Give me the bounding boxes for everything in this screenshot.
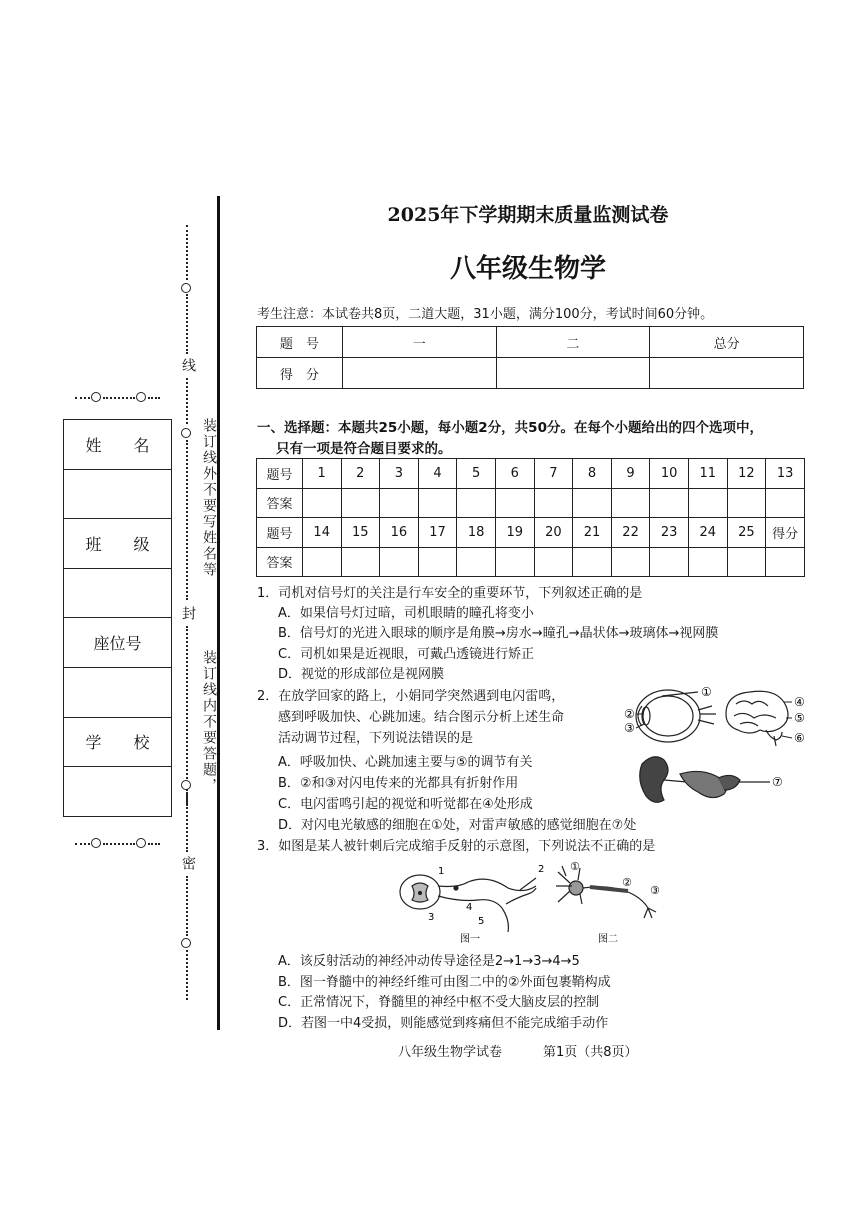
answer-cell[interactable]	[418, 488, 457, 518]
question-number-cell: 21	[573, 518, 612, 548]
question-2-stem-line2: 感到呼吸加快、心跳加速。结合图示分析上述生命	[278, 710, 565, 725]
question-number-cell: 4	[418, 459, 457, 489]
question-number-cell: 3	[380, 459, 419, 489]
question-1-option-d[interactable]: D．视觉的形成部位是视网膜	[278, 667, 445, 682]
answer-row-label: 答案	[257, 488, 303, 518]
answer-cell[interactable]	[457, 488, 496, 518]
subject-title: 八年级生物学	[449, 254, 606, 284]
binding-instruction-top: 装订线外不要写姓名等	[201, 418, 217, 578]
neuron-diagram	[556, 866, 656, 918]
answer-cell[interactable]	[380, 488, 419, 518]
answer-cell[interactable]	[302, 547, 341, 577]
score-input-cell[interactable]	[650, 358, 804, 389]
question-number-cell: 19	[495, 518, 534, 548]
answer-row-label: 题号	[257, 459, 303, 489]
question-3-option-d[interactable]: D．若图一中4受损，则能感觉到疼痛但不能完成缩手动作	[278, 1016, 609, 1031]
question-number-cell: 14	[302, 518, 341, 548]
binding-hole-icon	[91, 392, 101, 402]
question-1-option-a[interactable]: A．如果信号灯过暗，司机眼睛的瞳孔将变小	[278, 606, 534, 621]
answer-cell[interactable]	[534, 488, 573, 518]
answer-cell[interactable]	[573, 488, 612, 518]
answer-cell[interactable]	[688, 488, 727, 518]
score-total-cell[interactable]	[766, 547, 805, 577]
section1-heading: 一、选择题：本题共25小题，每小题2分，共50分。在每个小题给出的四个选项中，	[257, 420, 763, 436]
question-number-cell: 13	[766, 459, 805, 489]
question-3-option-b[interactable]: B．图一脊髓中的神经纤维可由图二中的②外面包裹鞘构成	[278, 975, 611, 990]
answer-cell[interactable]	[650, 547, 689, 577]
answer-cell[interactable]	[418, 547, 457, 577]
question-2-option-d[interactable]: D．对闪电光敏感的细胞在①处，对雷声敏感的感觉细胞在⑦处	[278, 818, 637, 833]
fig2-label: ⑥	[794, 731, 805, 745]
fig3-label: 1	[438, 866, 445, 877]
question-2-figure	[620, 684, 810, 812]
seat-field[interactable]	[64, 668, 171, 718]
answer-row-label: 答案	[257, 547, 303, 577]
question-number-cell: 9	[611, 459, 650, 489]
question-1-option-b[interactable]: B．信号灯的光进入眼球的顺序是角膜→房水→瞳孔→晶状体→玻璃体→视网膜	[278, 626, 719, 641]
answer-cell[interactable]	[380, 547, 419, 577]
answer-cell[interactable]	[495, 547, 534, 577]
fig2-label: ③	[624, 721, 635, 735]
fig2-label: ⑦	[772, 775, 783, 789]
seal-label-line: 线	[180, 358, 196, 374]
answer-cell[interactable]	[650, 488, 689, 518]
name-field[interactable]	[64, 470, 171, 520]
binding-hole-icon	[181, 780, 191, 790]
fig3-label: 2	[538, 864, 545, 875]
question-number-cell: 16	[380, 518, 419, 548]
answer-cell[interactable]	[341, 547, 380, 577]
answer-cell[interactable]	[341, 488, 380, 518]
score-input-cell[interactable]	[342, 358, 496, 389]
answer-cell[interactable]	[727, 488, 766, 518]
question-number-cell: 17	[418, 518, 457, 548]
class-field[interactable]	[64, 569, 171, 619]
binding-hole-icon	[136, 838, 146, 848]
question-number-cell: 20	[534, 518, 573, 548]
question-1-option-c[interactable]: C．司机如果是近视眼，可戴凸透镜进行矫正	[278, 647, 535, 662]
answer-cell[interactable]	[302, 488, 341, 518]
seal-label-seal: 封	[180, 606, 196, 622]
question-3-stem: 3．如图是某人被针刺后完成缩手反射的示意图，下列说法不正确的是	[257, 839, 656, 854]
question-number-cell: 6	[495, 459, 534, 489]
answer-cell[interactable]	[573, 547, 612, 577]
question-2-option-b[interactable]: B．②和③对闪电传来的光都具有折射作用	[278, 776, 519, 791]
question-number-cell: 5	[457, 459, 496, 489]
answer-cell[interactable]	[688, 547, 727, 577]
answer-cell[interactable]	[495, 488, 534, 518]
fig3-label: ①	[570, 860, 580, 873]
fig3-label: 5	[478, 916, 485, 927]
question-3-option-c[interactable]: C．正常情况下，脊髓里的神经中枢不受大脑皮层的控制	[278, 995, 600, 1010]
question-2-option-a[interactable]: A．呼吸加快、心跳加速主要与⑤的调节有关	[278, 755, 533, 770]
question-number-cell: 24	[688, 518, 727, 548]
score-table	[256, 326, 804, 389]
fig3-label: ②	[622, 876, 632, 889]
exam-notice: 考生注意：本试卷共8页，二道大题，31小题，满分100分，考试时间60分钟。	[257, 307, 714, 322]
class-label: 班 级	[64, 519, 171, 569]
footer-page-number: 第1页（共8页）	[543, 1045, 638, 1060]
question-number-cell: 1	[302, 459, 341, 489]
section1-heading-cont: 只有一项是符合题目要求的。	[276, 441, 452, 457]
student-info-box	[63, 419, 172, 817]
question-2-stem-line3: 活动调节过程，下列说法错误的是	[278, 731, 474, 746]
answer-cell[interactable]	[534, 547, 573, 577]
name-label: 姓 名	[64, 420, 171, 470]
binding-hole-icon	[91, 838, 101, 848]
fig3-label: ③	[650, 884, 660, 897]
question-number-cell: 15	[341, 518, 380, 548]
question-number-cell: 7	[534, 459, 573, 489]
score-header-cell: 总分	[650, 327, 804, 358]
answer-table	[256, 458, 805, 577]
answer-cell[interactable]	[727, 547, 766, 577]
question-number-cell: 22	[611, 518, 650, 548]
question-number-cell: 11	[688, 459, 727, 489]
answer-cell[interactable]	[611, 547, 650, 577]
question-number-cell: 18	[457, 518, 496, 548]
fig2-label: ⑤	[794, 711, 805, 725]
question-3-figure	[398, 858, 668, 946]
brain-diagram	[726, 691, 788, 746]
binding-hole-icon	[181, 283, 191, 293]
question-number-cell: 10	[650, 459, 689, 489]
score-label-cell: 得 分	[257, 358, 343, 389]
school-field[interactable]	[64, 767, 171, 816]
score-header-cell: 题 号	[257, 327, 343, 358]
answer-cell[interactable]	[611, 488, 650, 518]
question-number-cell: 2	[341, 459, 380, 489]
question-number-cell: 25	[727, 518, 766, 548]
score-header-cell: 一	[342, 327, 496, 358]
ear-diagram	[640, 757, 770, 802]
question-1-stem: 1．司机对信号灯的关注是行车安全的重要环节，下列叙述正确的是	[257, 586, 643, 601]
score-total-label: 得分	[766, 518, 805, 548]
school-label: 学 校	[64, 718, 171, 768]
binding-instruction-bottom: 装订线内不要答题，	[201, 650, 217, 794]
fig2-label: ④	[794, 695, 805, 709]
question-number-cell: 12	[727, 459, 766, 489]
question-2-stem-line1: 2．在放学回家的路上，小娟同学突然遇到电闪雷鸣，	[257, 689, 565, 704]
exam-title: 2025年下学期期末质量监测试卷	[387, 204, 669, 226]
seat-label: 座位号	[64, 618, 171, 668]
question-3-option-a[interactable]: A．该反射活动的神经冲动传导途径是2→1→3→4→5	[278, 954, 580, 969]
question-number-cell: 8	[573, 459, 612, 489]
fig3-label: 3	[428, 912, 435, 923]
question-number-cell: 23	[650, 518, 689, 548]
score-input-cell[interactable]	[496, 358, 650, 389]
binding-hole-icon	[181, 938, 191, 948]
seal-label-secret: 密	[180, 856, 196, 872]
binding-hole-icon	[136, 392, 146, 402]
answer-cell[interactable]	[766, 488, 805, 518]
answer-cell[interactable]	[457, 547, 496, 577]
fig2-label: ①	[701, 685, 712, 699]
score-header-cell: 二	[496, 327, 650, 358]
binding-divider	[217, 196, 220, 1030]
figure-caption: 图二	[598, 934, 618, 945]
answer-row-label: 题号	[257, 518, 303, 548]
fig2-label: ②	[624, 707, 635, 721]
binding-hole-icon	[181, 428, 191, 438]
figure-caption: 图一	[460, 934, 480, 945]
question-2-option-c[interactable]: C．电闪雷鸣引起的视觉和听觉都在④处形成	[278, 797, 533, 812]
fig3-label: 4	[466, 902, 473, 913]
footer-subject: 八年级生物学试卷	[398, 1045, 503, 1060]
